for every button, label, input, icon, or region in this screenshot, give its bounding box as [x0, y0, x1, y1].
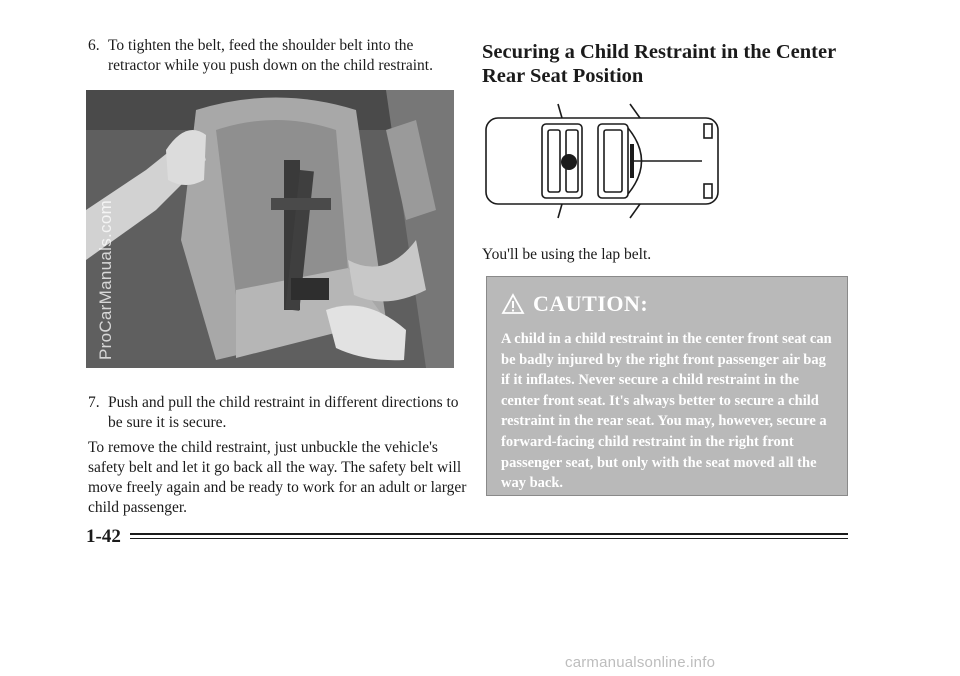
step-7-number: 7.: [88, 394, 100, 411]
seat-position-diagram: [480, 100, 724, 220]
step-7-text: Push and pull the child restraint in different directions to be sure it is secure.: [108, 394, 459, 431]
vehicle-top-view-icon: [480, 100, 724, 220]
caution-header: [501, 291, 648, 317]
footer-rule: [130, 533, 848, 539]
step-6: [88, 36, 468, 76]
warning-triangle-icon: [501, 293, 525, 315]
caution-box: [486, 276, 848, 496]
child-seat-photo: [86, 90, 454, 368]
remove-restraint-paragraph: To remove the child restraint, just unbuckle the vehicle's safety belt and let it go back all the way. The safety belt will move freely again and be ready to work for an adult or larger child passenger.: [88, 439, 467, 516]
page-number: 1-42: [86, 526, 121, 547]
caution-title: CAUTION:: [533, 291, 649, 316]
step-7: [88, 393, 468, 433]
step-6-text: To tighten the belt, feed the shoulder belt into the retractor while you push down on the child restraint.: [108, 37, 433, 74]
watermark: ProCarManuals.com: [96, 199, 115, 360]
lap-belt-note: You'll be using the lap belt.: [482, 246, 652, 263]
step-6-number: 6.: [88, 37, 100, 54]
child-position-dot: [561, 154, 577, 170]
child-seat-illustration: [86, 90, 454, 368]
caution-text: A child in a child restraint in the center front seat can be badly injured by the right front passenger air bag if it inflates. Never secure a child restraint in the center front seat. It's always better to secure a child restraint in the rear seat. You may, however, secure a forward-facing child restraint in the right front passenger seat, but only with the seat moved all the way back.: [501, 331, 832, 492]
section-heading: Securing a Child Restraint in the Center Rear Seat Position: [482, 41, 836, 87]
site-watermark: carmanualsonline.info: [565, 654, 716, 671]
